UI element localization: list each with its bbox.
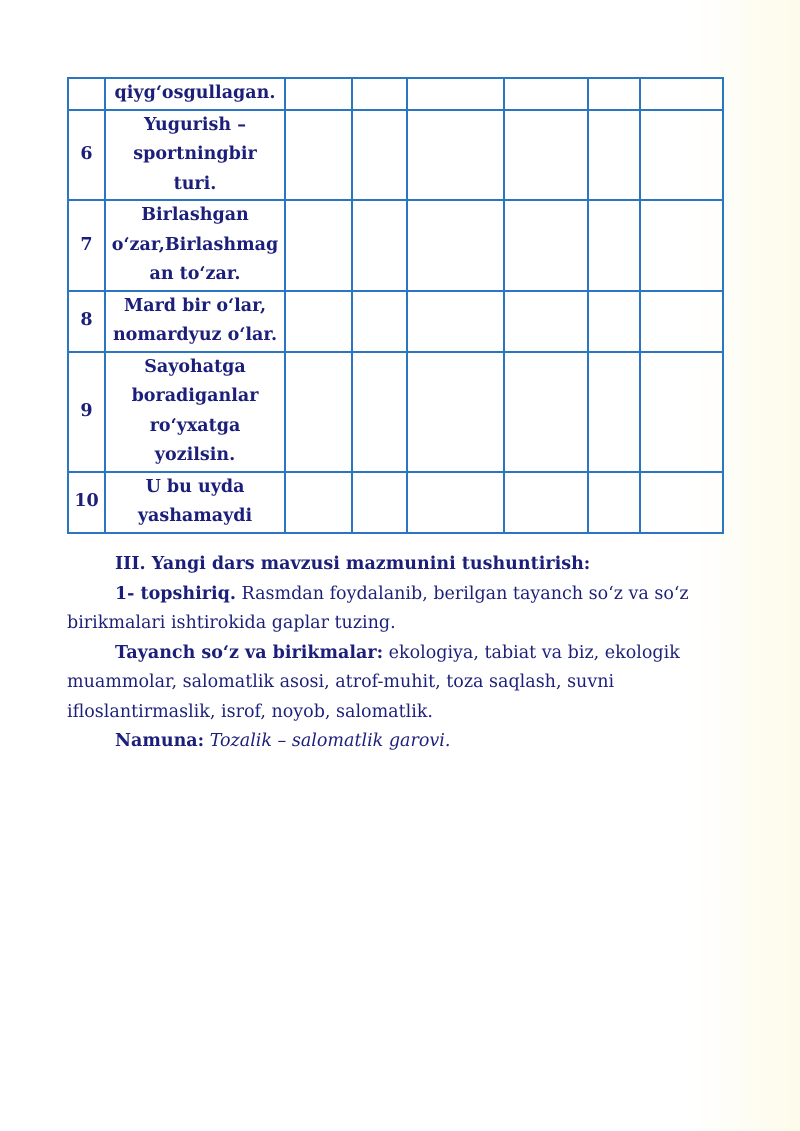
sentence-line: nomardyuz o‘lar.	[112, 325, 278, 345]
empty-answer-cell	[352, 352, 407, 472]
empty-answer-cell	[640, 291, 723, 352]
empty-answer-cell	[588, 78, 640, 110]
empty-answer-cell	[285, 472, 352, 533]
empty-answer-cell	[352, 472, 407, 533]
empty-answer-cell	[504, 291, 588, 352]
empty-answer-cell	[285, 291, 352, 352]
empty-answer-cell	[640, 200, 723, 291]
empty-answer-cell	[640, 352, 723, 472]
sentence-cell	[105, 291, 285, 352]
empty-answer-cell	[588, 291, 640, 352]
empty-answer-cell	[407, 291, 504, 352]
sentence-line: Yugurish –	[144, 114, 246, 135]
sentence-cell	[105, 472, 285, 533]
sentence-line: o‘zar,Birlashmag	[111, 234, 279, 255]
sentence-line: Birlashgan	[141, 205, 249, 225]
sentence-line: boradiganlar	[131, 386, 259, 406]
sentence-line: U bu uyda	[145, 476, 245, 497]
empty-answer-cell	[588, 352, 640, 472]
example-text: Tozalik – salomatlik garovi.	[209, 731, 451, 751]
empty-answer-cell	[407, 472, 504, 533]
sentence-line: yashamaydi	[137, 506, 253, 526]
empty-answer-cell	[407, 110, 504, 201]
empty-answer-cell	[588, 472, 640, 533]
empty-answer-cell	[352, 110, 407, 201]
sentence-cell	[105, 110, 285, 201]
sentence-cell	[105, 200, 285, 291]
empty-answer-cell	[352, 78, 407, 110]
sentence-line: qiyg‘osgullagan.	[114, 83, 276, 103]
row-number: 10	[68, 472, 105, 533]
task-paragraph	[67, 580, 727, 639]
empty-answer-cell	[285, 110, 352, 201]
keywords-label: Tayanch so‘z va birikmalar:	[115, 642, 384, 663]
row-number: 8	[68, 291, 105, 352]
lesson-text	[67, 550, 727, 757]
row-number	[68, 78, 105, 110]
empty-answer-cell	[407, 352, 504, 472]
empty-answer-cell	[285, 352, 352, 472]
table-row	[68, 78, 723, 110]
task-text: Rasmdan foydalanib, berilgan tayanch so‘z va so‘z birikmalari ishtirokida gaplar tuzing.	[67, 583, 689, 633]
sentence-line: sportningbir	[133, 144, 257, 164]
empty-answer-cell	[640, 78, 723, 110]
table-row	[68, 291, 723, 352]
keywords-paragraph	[67, 639, 727, 728]
table-row	[68, 110, 723, 201]
empty-answer-cell	[504, 78, 588, 110]
empty-answer-cell	[588, 110, 640, 201]
empty-answer-cell	[504, 200, 588, 291]
table-row	[68, 472, 723, 533]
row-number: 6	[68, 110, 105, 201]
empty-answer-cell	[285, 78, 352, 110]
table-row	[68, 200, 723, 291]
empty-answer-cell	[407, 200, 504, 291]
sentence-line: an to‘zar.	[149, 264, 241, 284]
sentence-line: turi.	[173, 173, 217, 194]
sentence-line: Mard bir o‘lar,	[123, 295, 267, 316]
empty-answer-cell	[285, 200, 352, 291]
sentence-line: ro‘yxatga	[149, 415, 241, 436]
empty-answer-cell	[352, 200, 407, 291]
empty-answer-cell	[640, 472, 723, 533]
section-heading: III. Yangi dars mavzusi mazmunini tushuntirish:	[115, 554, 591, 574]
row-number: 7	[68, 200, 105, 291]
sentence-line: Sayohatga	[144, 356, 246, 377]
example-label: Namuna:	[115, 731, 205, 751]
empty-answer-cell	[504, 110, 588, 201]
table-row	[68, 352, 723, 472]
exercise-table	[67, 77, 724, 534]
keywords-text: ekologiya, tabiat va biz, ekologik muammolar, salomatlik asosi, atrof-muhit, toza saqlash, suvni ifloslantirmaslik, isrof, noyob, salomatlik.	[67, 642, 680, 722]
empty-answer-cell	[504, 352, 588, 472]
empty-answer-cell	[640, 110, 723, 201]
empty-answer-cell	[504, 472, 588, 533]
example-paragraph	[67, 727, 727, 757]
row-number: 9	[68, 352, 105, 472]
empty-answer-cell	[407, 78, 504, 110]
empty-answer-cell	[352, 291, 407, 352]
empty-answer-cell	[588, 200, 640, 291]
sentence-line: yozilsin.	[154, 445, 236, 465]
sentence-cell	[105, 352, 285, 472]
sentence-cell	[105, 78, 285, 110]
task-label: 1- topshiriq.	[115, 583, 236, 604]
